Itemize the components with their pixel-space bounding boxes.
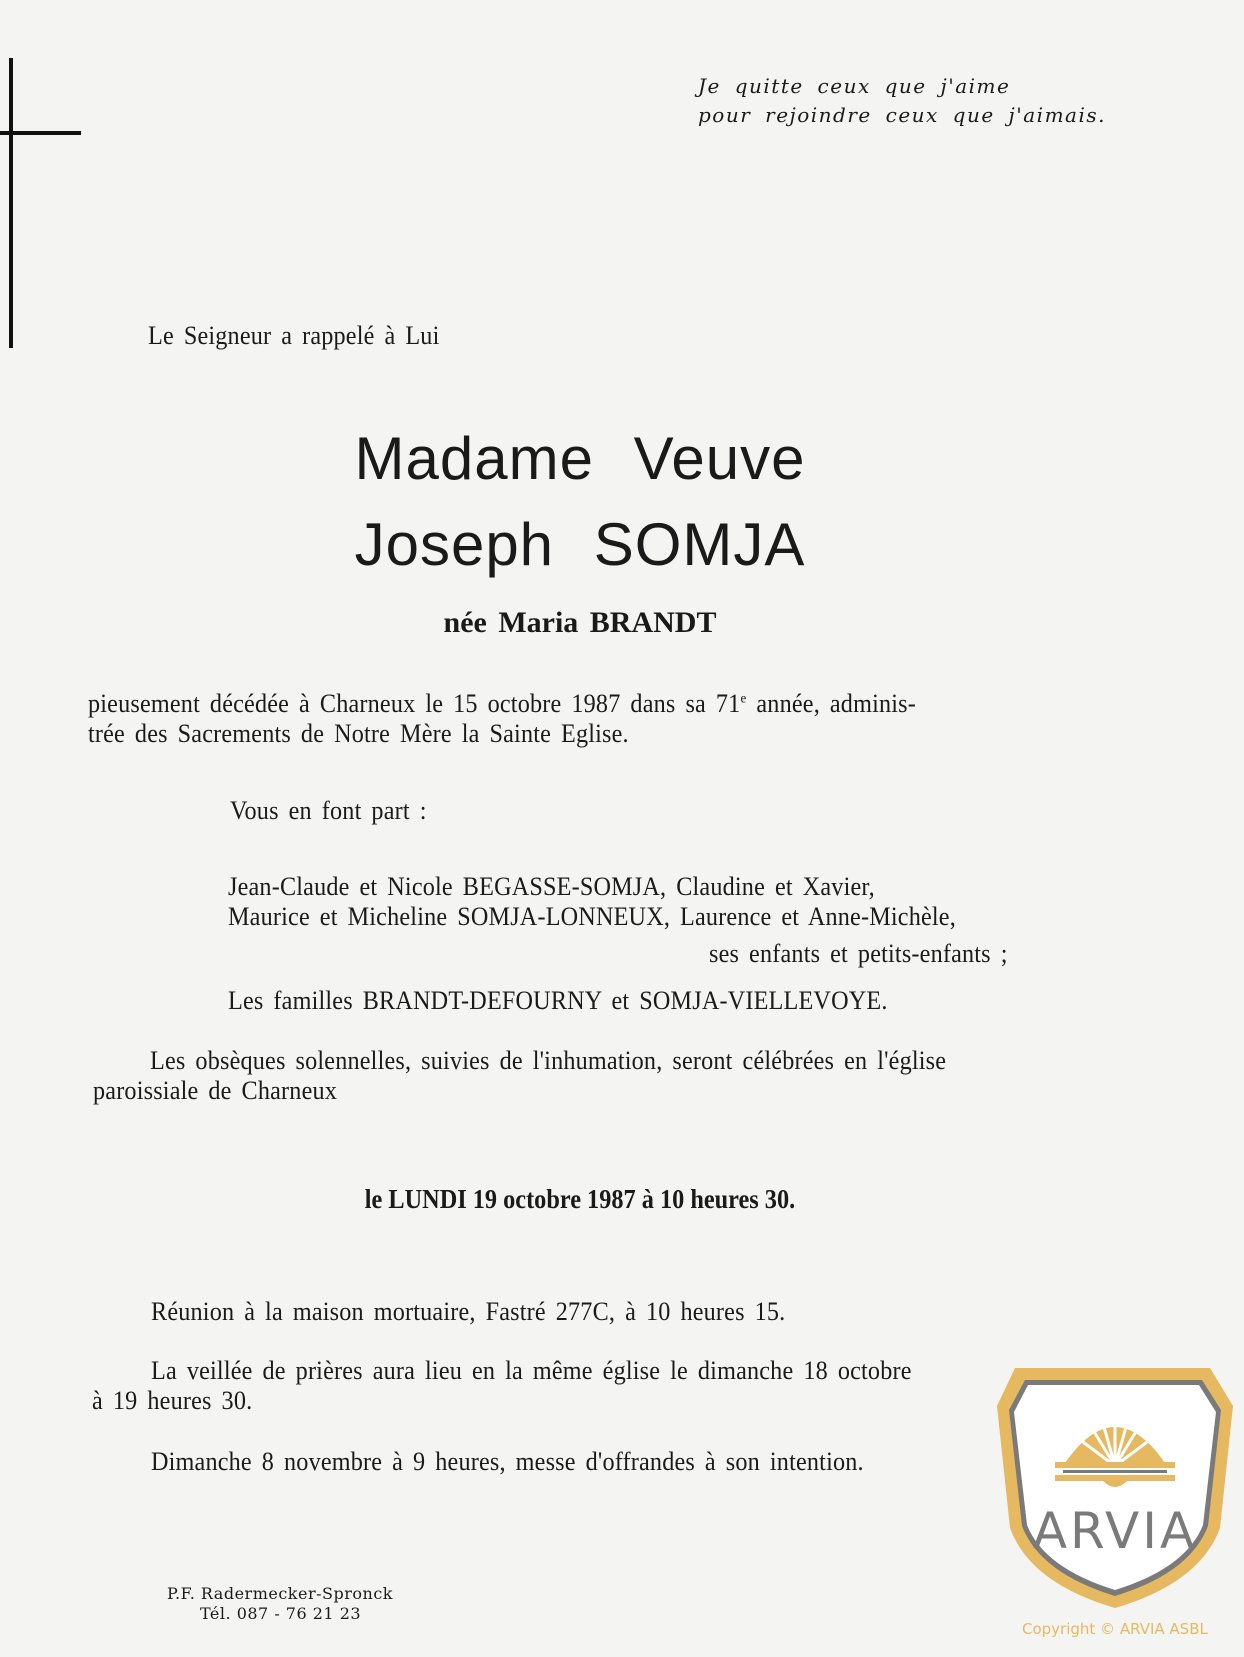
arvia-shield-logo <box>995 1358 1235 1613</box>
family-line-2: Maurice et Micheline SOMJA-LONNEUX, Laurence et Anne-Michèle, <box>228 902 956 931</box>
announcers-intro: Vous en font part : <box>230 796 427 825</box>
vigil-line-2: à 19 heures 30. <box>92 1386 253 1415</box>
death-notice-text: pieusement décédée à Charneux le 15 octobre 1987 dans sa 71 <box>88 689 741 718</box>
death-notice-text-end: année, adminis- <box>746 689 916 718</box>
family-line-1: Jean-Claude et Nicole BEGASSE-SOMJA, Claudine et Xavier, <box>228 872 875 901</box>
death-notice-line-1 <box>88 689 916 719</box>
funeral-line-1: Les obsèques solennelles, suivies de l'inhumation, seront célébrées en l'église <box>150 1046 947 1075</box>
epigraph-line-1: Je quitte ceux que j'aime <box>698 74 1011 98</box>
meeting-text: Réunion à la maison mortuaire, Fastré 277C, à 10 heures 15. <box>151 1297 786 1326</box>
funeral-date: le LUNDI 19 octobre 1987 à 10 heures 30. <box>364 1184 796 1214</box>
funeral-home-name: P.F. Radermecker-Spronck <box>167 1584 393 1603</box>
epigraph-line-2: pour rejoindre ceux que j'aimais. <box>698 103 1106 127</box>
funeral-line-2: paroissiale de Charneux <box>93 1076 338 1105</box>
superscript: e <box>740 691 747 707</box>
funeral-home-phone: Tél. 087 - 76 21 23 <box>200 1604 362 1623</box>
cross-icon-horizontal <box>0 131 81 135</box>
cross-icon-vertical <box>9 58 13 348</box>
name-line-2: Joseph SOMJA <box>354 511 806 578</box>
maiden-name: née Maria BRANDT <box>443 606 717 639</box>
name-line-1: Madame Veuve <box>354 425 806 492</box>
vigil-line-1: La veillée de prières aura lieu en la même église le dimanche 18 octobre <box>151 1356 912 1385</box>
family-line-4: Les familles BRANDT-DEFOURNY et SOMJA-VIELLEVOYE. <box>228 986 888 1015</box>
intro-text: Le Seigneur a rappelé à Lui <box>148 321 440 350</box>
mass-text: Dimanche 8 novembre à 9 heures, messe d'offrandes à son intention. <box>151 1447 864 1476</box>
death-notice-line-2: trée des Sacrements de Notre Mère la Sainte Eglise. <box>88 719 629 748</box>
family-line-3: ses enfants et petits-enfants ; <box>709 939 1008 968</box>
copyright-text: Copyright © ARVIA ASBL <box>1022 1620 1208 1638</box>
logo-text: ARVIA <box>1032 1502 1198 1560</box>
